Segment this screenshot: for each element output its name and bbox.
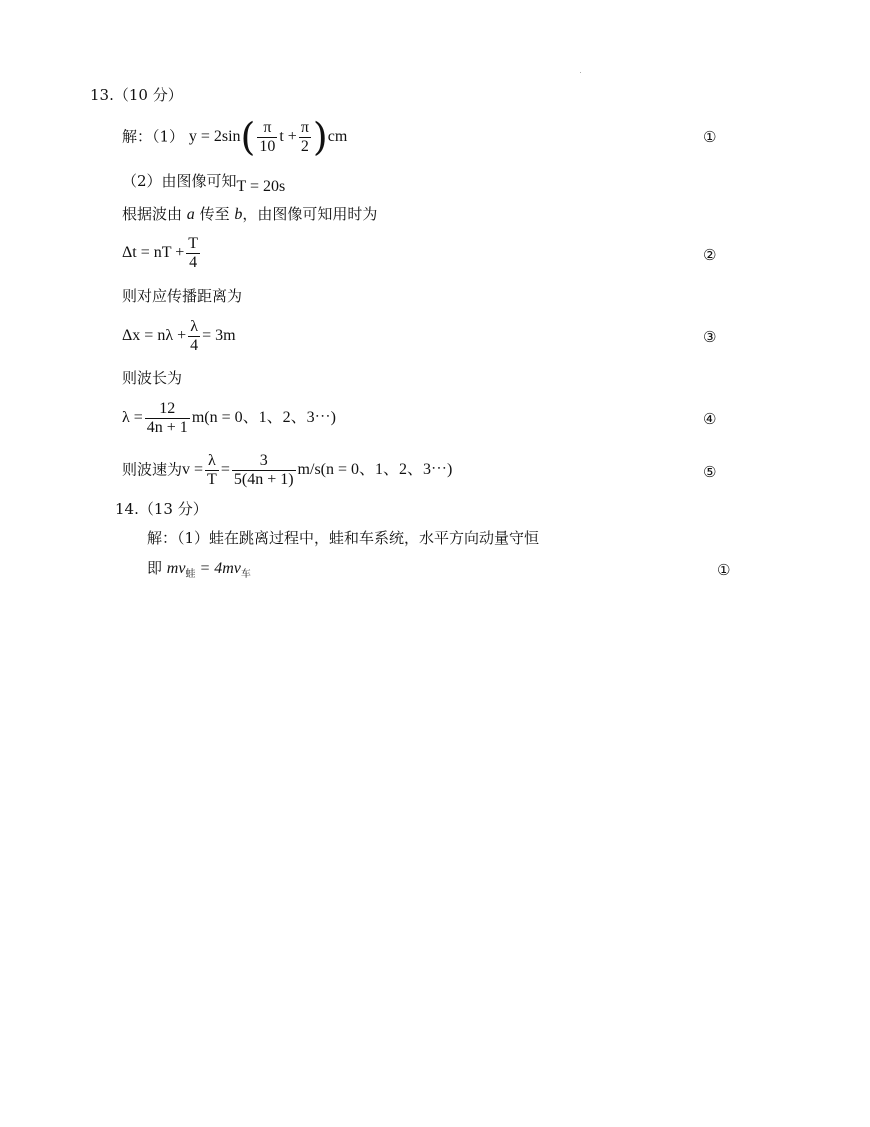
sub-frog: 蛙: [185, 569, 196, 580]
q13-eq4: [122, 400, 336, 436]
q13-eq1-mid: t +: [279, 128, 297, 145]
q13-line7: 则波长为: [122, 369, 183, 387]
speck: [580, 72, 581, 73]
q13-line2-text: （2）由图像可知: [122, 172, 237, 190]
q13-eq1: [122, 115, 348, 159]
q14-eq1: [147, 561, 251, 580]
marker-2: ②: [703, 246, 717, 264]
q13-eq1-prefix: 解：（1）: [122, 127, 185, 146]
frac-den: 5(4n + 1): [233, 470, 294, 488]
q13-line5: 则对应传播距离为: [122, 287, 243, 305]
q13-line3: [122, 207, 377, 223]
q13-eq3-frac: [188, 318, 200, 354]
q13-eq5: [122, 452, 452, 488]
frac-den: 4: [189, 253, 198, 271]
marker-4: ④: [703, 410, 717, 428]
frac-num: T: [188, 235, 199, 252]
q13-eq2-frac: [186, 235, 200, 271]
sub-car: 车: [240, 569, 251, 580]
q13-eq1-frac2: [299, 119, 311, 155]
q13-eq3-tail: = 3m: [202, 327, 236, 345]
q13-line2-math: T = 20s: [236, 178, 286, 195]
q13-eq1-frac1: [257, 119, 277, 155]
q14-eq1-lhs: mv: [166, 560, 186, 577]
text: 传至: [199, 205, 230, 223]
text: 根据波由: [122, 205, 183, 223]
q14-heading: 14.（13 分）: [115, 500, 208, 518]
q13-eq3: [122, 318, 236, 354]
var-a: a: [186, 206, 195, 223]
frac-num: 3: [232, 452, 296, 471]
frac-num: 12: [145, 400, 190, 419]
q13-eq2-lhs: Δt = nT +: [122, 244, 185, 262]
paren-left: (: [240, 115, 256, 159]
frac-num: λ: [205, 452, 219, 471]
q14-eq1-mid: = 4mv: [195, 560, 241, 577]
q13-eq4-tail: m(n = 0、1、2、3⋯): [191, 409, 336, 427]
q13-eq1-unit: cm: [327, 128, 348, 145]
q13-heading: 13.（10 分）: [90, 86, 183, 104]
q13-eq5-tail: m/s(n = 0、1、2、3⋯): [297, 461, 453, 479]
q13-line2: [122, 172, 286, 195]
q13-eq5-frac1: [205, 452, 219, 488]
frac-num: π: [300, 118, 309, 136]
q13-eq5-lhs: v =: [182, 461, 204, 479]
frac-den: 10: [259, 137, 276, 155]
q13-eq3-lhs: Δx = nλ +: [122, 327, 187, 345]
frac-den: 2: [300, 137, 309, 155]
marker-3: ③: [703, 328, 717, 346]
marker-q14-1: ①: [717, 561, 731, 579]
frac-num: λ: [188, 318, 200, 337]
marker-1: ①: [703, 128, 717, 146]
marker-5: ⑤: [703, 463, 717, 481]
q14-line1: 解：（1）蛙在跳离过程中，蛙和车系统，水平方向动量守恒: [147, 529, 540, 547]
q13-eq2: [122, 235, 202, 271]
frac-num: π: [257, 119, 277, 138]
q13-eq5-equals: =: [220, 461, 230, 479]
q13-eq5-prefix: 则波速为: [122, 460, 183, 479]
paren-right: ): [312, 115, 328, 159]
q13-eq4-lhs: λ =: [122, 409, 143, 427]
q13-eq4-frac: [145, 400, 190, 436]
frac-den: T: [207, 470, 217, 488]
q13-eq1-lhs: y = 2sin: [188, 128, 241, 145]
q14-eq1-prefix: 即: [147, 559, 163, 577]
text: ，由图像可知用时为: [242, 205, 378, 223]
frac-den: 4: [190, 336, 199, 354]
frac-den: 4n + 1: [146, 418, 188, 436]
var-b: b: [234, 206, 243, 223]
q13-eq5-frac2: [232, 452, 296, 488]
